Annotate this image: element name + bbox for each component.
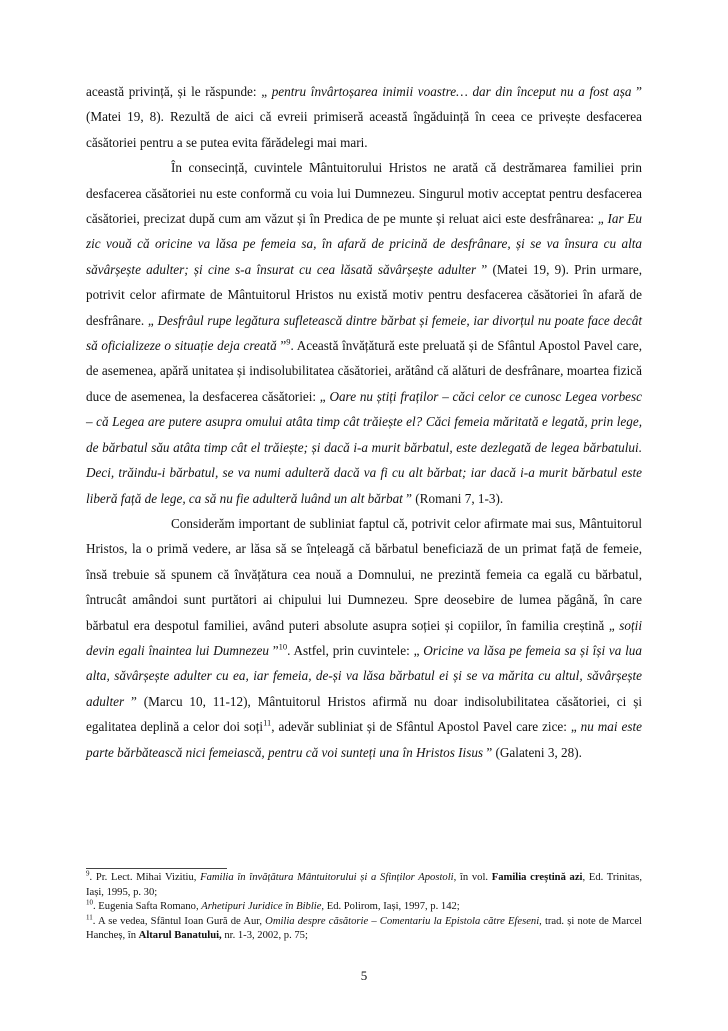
- paragraph-consequence: [86, 155, 642, 511]
- text-run: , Ed. Polirom, Iași, 1997, p. 142;: [321, 901, 460, 913]
- text-run: ” (Galateni 3, 28).: [483, 744, 582, 760]
- footnote-9: [86, 871, 642, 900]
- footnote-11: [86, 915, 642, 944]
- quote-text: Desfrâul rupe legătura sufletească dintre bărbat și femeie, iar divorțul nu poate face decât să oficializeze o situație deja creată: [86, 312, 642, 354]
- text-run: Considerăm important de subliniat faptul că, potrivit celor afirmate mai sus, Mântuitorul Hristos, la o primă vedere, ar lăsa să se înțeleagă că bărbatul beneficiază de un primat față de femeie, însă trebuie să spunem că învățătura cea nouă a Domnului, ne prezintă femeia ca egală cu bărbatul, întrucât amândoi sunt purtători ai chipului lui Dumnezeu. Spre deosebire de lumea păgână, în care bărbatul era despotul familiei, având puteri absolute asupra soției și copiilor, în familia creștină „: [86, 515, 642, 633]
- quote-text: Arhetipuri Juridice în Biblie: [201, 901, 322, 913]
- footnote-separator: [86, 868, 227, 869]
- text-run: . Eugenia Safta Romano,: [93, 901, 202, 913]
- text-run: ”: [276, 338, 287, 354]
- text-run: nr. 1-3, 2002, p. 75;: [221, 930, 308, 942]
- paragraph-equality: [86, 511, 642, 765]
- bold-text: Familia creștină azi: [491, 872, 583, 883]
- quote-text: Oricine va lăsa pe femeia sa și își va lua alta, săvârșește adulter cu ea, iar femeia, de-și va lăsa bărbatul ei și se va mărita cu altul, săvârșește adulter: [86, 642, 642, 709]
- quote-text: nu mai este parte bărbătească nici femeiască, pentru că voi sunteți una în Hristos Iisus: [86, 719, 642, 760]
- footnote-ref: 11: [263, 717, 272, 728]
- footnote-10: [86, 900, 642, 915]
- footnote-ref: 9: [86, 869, 90, 878]
- text-run: , trad. și note de Marcel Hancheș, în: [86, 915, 643, 942]
- quote-text: Iar Eu zic vouă că oricine va lăsa pe femeia sa, în afară de pricină de desfrânare, și se va însura cu alta săvârșește adulter; și cine s-a însurat cu cea lăsată săvârșește adulter: [86, 211, 642, 277]
- footnotes: [86, 871, 642, 944]
- paragraph-continuation: [86, 79, 642, 155]
- footnote-ref: 10: [86, 898, 93, 907]
- text-run: ” (Matei 19, 8). Rezultă de aici că evreii primiseră această îngăduință în ceea ce privește desfacerea căsătoriei pentru a se putea evita fărădelegi mai mari.: [86, 84, 643, 150]
- text-run: . Pr. Lect. Mihai Vizitiu,: [89, 872, 201, 883]
- footnote-ref: 9: [286, 336, 291, 347]
- text-run: . Astfel, prin cuvintele: „: [287, 642, 424, 658]
- body-text: [86, 79, 642, 765]
- quote-text: soții devin egali înaintea lui Dumnezeu: [86, 617, 642, 658]
- quote-text: pentru învârtoșarea inimii voastre… dar din început nu a fost așa: [271, 84, 632, 99]
- text-run: , în vol.: [453, 872, 492, 883]
- text-run: În consecință, cuvintele Mântuitorului Hristos ne arată că destrămarea familiei prin desfacerea căsătoriei nu este conformă cu voia lui Dumnezeu. Singurul motiv acceptat pentru desfacerea căsătoriei, precizat după cum am văzut și în Predica de pe munte și reluat aici este desfrânarea: „: [86, 160, 642, 227]
- text-run: . A se vedea, Sfântul Ioan Gură de Aur,: [92, 915, 266, 927]
- text-run: ”: [268, 642, 279, 658]
- bold-text: Altarul Banatului,: [138, 930, 222, 942]
- quote-text: Omilia despre căsătorie – Comentariu la Epistola către Efeseni: [265, 915, 540, 927]
- text-run: ” (Marcu 10, 11-12), Mântuitorul Hristos afirmă nu doar indisolubilitatea căsătoriei, ci și egalitatea deplină a celor doi soți: [86, 693, 642, 735]
- text-run: ” (Matei 19, 9). Prin urmare, potrivit celor afirmate de Mântuitorul Hristos nu există motiv pentru desfacerea căsătoriei în afară de desfrânare. „: [86, 261, 642, 328]
- text-run: . Această învățătură este preluată și de Sfântul Apostol Pavel care, de asemenea, apără unitatea și indisolubilitatea căsătoriei, arătând că alături de desfrânare, moartea fizică duce de asemenea, la desfacerea căsătoriei: „: [86, 338, 642, 404]
- quote-text: Oare nu știți fraților – căci celor ce cunosc Legea vorbesc – că Legea are putere asupra omului atâta timp cât trăiește el? Căci femeia măritată e legată, prin lege, de bărbatul său atâta timp cât el trăiește; și dacă i-a murit bărbatul, este dezlegată de legea bărbatului. Deci, trăindu-i bărbatul, se va numi adulteră dacă va fi cu alt bărbat; iar dacă i-a murit bărbatul este liberă față de lege, ca să nu fie adulteră luând un alt bărbat: [86, 388, 642, 506]
- text-run: , Ed. Trinitas, Iași, 1995, p. 30;: [86, 872, 642, 898]
- text-run: ” (Romani 7, 1-3).: [402, 490, 504, 506]
- footnote-ref: 10: [278, 641, 288, 652]
- quote-text: Familia în învățătura Mântuitorului și a Sfinților Apostoli: [200, 872, 454, 883]
- text-run: , adevăr subliniat și de Sfântul Apostol Pavel care zice: „: [271, 719, 581, 735]
- footnote-ref: 11: [86, 913, 93, 922]
- text-run: această privință, și le răspunde: „: [86, 84, 272, 99]
- page-number: 5: [360, 968, 368, 983]
